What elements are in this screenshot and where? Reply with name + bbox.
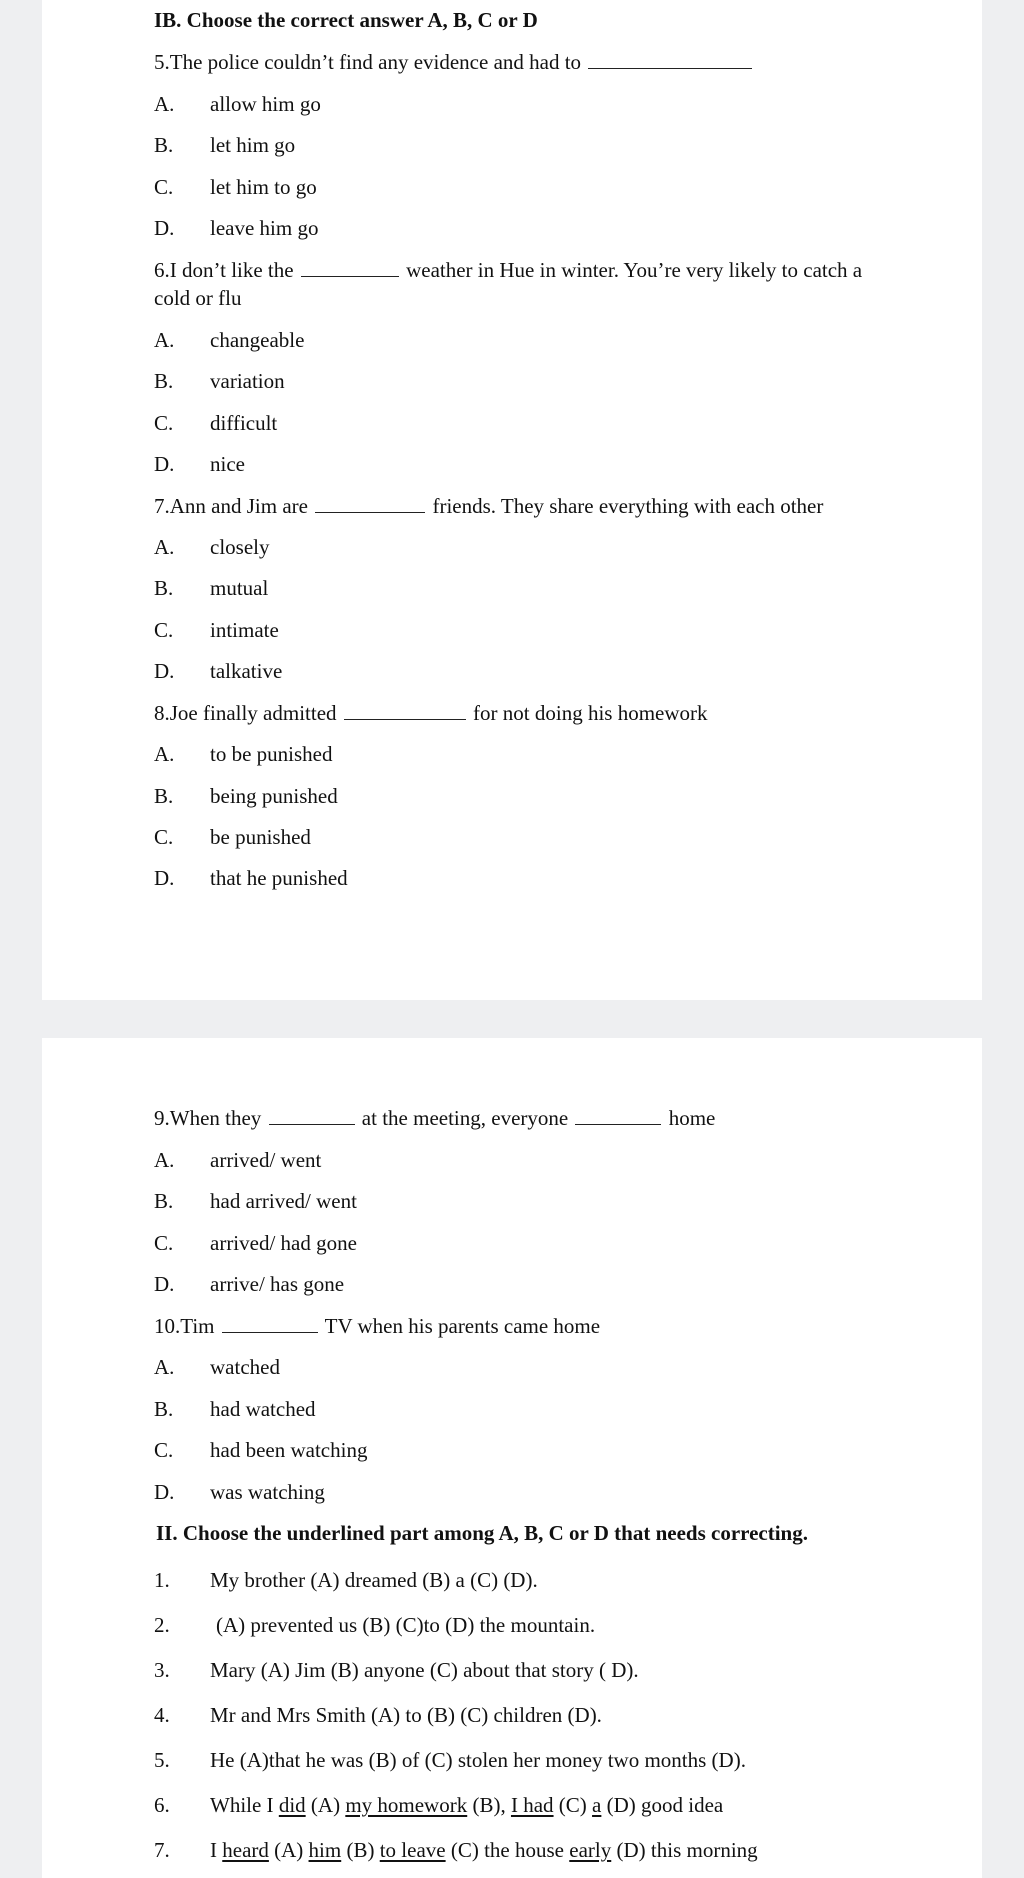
text-segment: (B), <box>467 1793 511 1817</box>
option-letter: A. <box>154 328 175 352</box>
option-text: let him to go <box>210 175 317 199</box>
text-segment: (C) <box>553 1793 593 1817</box>
item-number: 5. <box>154 1748 170 1772</box>
option-letter: B. <box>154 1189 174 1213</box>
text-segment: (B) <box>341 1838 380 1862</box>
option-letter: B. <box>154 133 174 157</box>
underlined-part-a: did <box>278 1793 306 1817</box>
option-text: arrived/ went <box>210 1148 322 1172</box>
option-text: allow him go <box>210 92 321 116</box>
option-text: had watched <box>210 1397 316 1421</box>
text-segment: (D) good idea <box>601 1793 724 1817</box>
answer-blank <box>575 1106 661 1125</box>
question-9-stem: 9.When they <box>154 1106 262 1130</box>
item-text <box>210 1838 758 1862</box>
option-letter: D. <box>154 659 175 683</box>
question-6 <box>154 258 862 282</box>
option-text: variation <box>210 369 285 393</box>
item-text: My brother (A) dreamed (B) a (C) (D). <box>210 1568 538 1592</box>
option-letter: C. <box>154 618 174 642</box>
option-letter: A. <box>154 742 175 766</box>
item-number: 4. <box>154 1703 170 1727</box>
text-segment: (C) the house <box>445 1838 570 1862</box>
option-text: difficult <box>210 411 278 435</box>
option-letter: D. <box>154 1480 175 1504</box>
question-5-stem: 5.The police couldn’t find any evidence and had to <box>154 50 582 74</box>
question-7 <box>154 494 823 518</box>
underlined-part-d: early <box>569 1838 612 1862</box>
item-number: 6. <box>154 1793 170 1817</box>
section-heading-ib: IB. Choose the correct answer A, B, C or D <box>154 8 538 32</box>
question-8 <box>154 701 708 725</box>
text-segment: While I <box>210 1793 279 1817</box>
option-text: that he punished <box>210 866 348 890</box>
item-text: (A) prevented us (B) (C)to (D) the mountain. <box>216 1613 596 1637</box>
question-7-stem-end: friends. They share everything with each other <box>432 494 824 518</box>
item-number: 1. <box>154 1568 170 1592</box>
text-segment: (A) <box>305 1793 346 1817</box>
answer-blank <box>269 1106 355 1125</box>
option-text: arrived/ had gone <box>210 1231 357 1255</box>
option-letter: A. <box>154 1355 175 1379</box>
option-letter: C. <box>154 825 174 849</box>
option-letter: C. <box>154 175 174 199</box>
option-letter: C. <box>154 1231 174 1255</box>
underlined-part-d: a <box>592 1793 602 1817</box>
option-letter: D. <box>154 452 175 476</box>
option-text: closely <box>210 535 270 559</box>
item-text: Mary (A) Jim (B) anyone (C) about that story ( D). <box>210 1658 639 1682</box>
answer-blank <box>301 258 399 277</box>
question-6-continuation: cold or flu <box>154 286 242 310</box>
option-text: talkative <box>210 659 283 683</box>
question-9 <box>154 1106 715 1130</box>
underlined-part-c: to leave <box>379 1838 446 1862</box>
item-text <box>210 1793 723 1817</box>
option-text: be punished <box>210 825 311 849</box>
question-10-stem-end: TV when his parents came home <box>324 1314 601 1338</box>
option-letter: B. <box>154 1397 174 1421</box>
underlined-part-a: heard <box>222 1838 269 1862</box>
section-heading-ii: II. Choose the underlined part among A, B, C or D that needs correcting. <box>156 1521 808 1545</box>
question-10 <box>154 1314 600 1338</box>
option-letter: C. <box>154 411 174 435</box>
option-text: changeable <box>210 328 305 352</box>
answer-blank <box>315 494 425 513</box>
option-letter: A. <box>154 535 175 559</box>
item-text: Mr and Mrs Smith (A) to (B) (C) children (D). <box>210 1703 602 1727</box>
option-text: being punished <box>210 784 338 808</box>
question-6-stem: 6.I don’t like the <box>154 258 294 282</box>
option-text: had been watching <box>210 1438 368 1462</box>
question-9-stem-mid: at the meeting, everyone <box>361 1106 569 1130</box>
text-segment: I <box>210 1838 223 1862</box>
option-letter: D. <box>154 866 175 890</box>
option-text: to be punished <box>210 742 333 766</box>
answer-blank <box>222 1314 318 1333</box>
option-text: watched <box>210 1355 280 1379</box>
option-text: nice <box>210 452 245 476</box>
question-5 <box>154 50 754 74</box>
option-text: was watching <box>210 1480 325 1504</box>
option-letter: B. <box>154 784 174 808</box>
underlined-part-c: I had <box>510 1793 554 1817</box>
item-number: 2. <box>154 1613 170 1637</box>
option-letter: B. <box>154 576 174 600</box>
option-text: let him go <box>210 133 296 157</box>
question-8-stem: 8.Joe finally admitted <box>154 701 337 725</box>
option-letter: B. <box>154 369 174 393</box>
option-letter: A. <box>154 1148 175 1172</box>
question-7-stem: 7.Ann and Jim are <box>154 494 308 518</box>
item-number: 7. <box>154 1838 170 1862</box>
answer-blank <box>588 50 752 69</box>
question-6-stem-end: weather in Hue in winter. You’re very likely to catch a <box>406 258 863 282</box>
option-text: leave him go <box>210 216 319 240</box>
option-text: had arrived/ went <box>210 1189 357 1213</box>
option-text: mutual <box>210 576 269 600</box>
question-8-stem-end: for not doing his homework <box>473 701 708 725</box>
option-text: arrive/ has gone <box>210 1272 345 1296</box>
text-segment: (A) <box>268 1838 309 1862</box>
option-letter: A. <box>154 92 175 116</box>
option-letter: D. <box>154 1272 175 1296</box>
answer-blank <box>344 701 466 720</box>
text-segment: (D) this morning <box>611 1838 758 1862</box>
underlined-part-b: my homework <box>345 1793 468 1817</box>
question-10-stem: 10.Tim <box>154 1314 215 1338</box>
item-number: 3. <box>154 1658 170 1682</box>
option-text: intimate <box>210 618 279 642</box>
item-text: He (A)that he was (B) of (C) stolen her money two months (D). <box>210 1748 746 1772</box>
option-letter: C. <box>154 1438 174 1462</box>
option-letter: D. <box>154 216 175 240</box>
question-9-stem-end: home <box>668 1106 716 1130</box>
underlined-part-b: him <box>308 1838 342 1862</box>
